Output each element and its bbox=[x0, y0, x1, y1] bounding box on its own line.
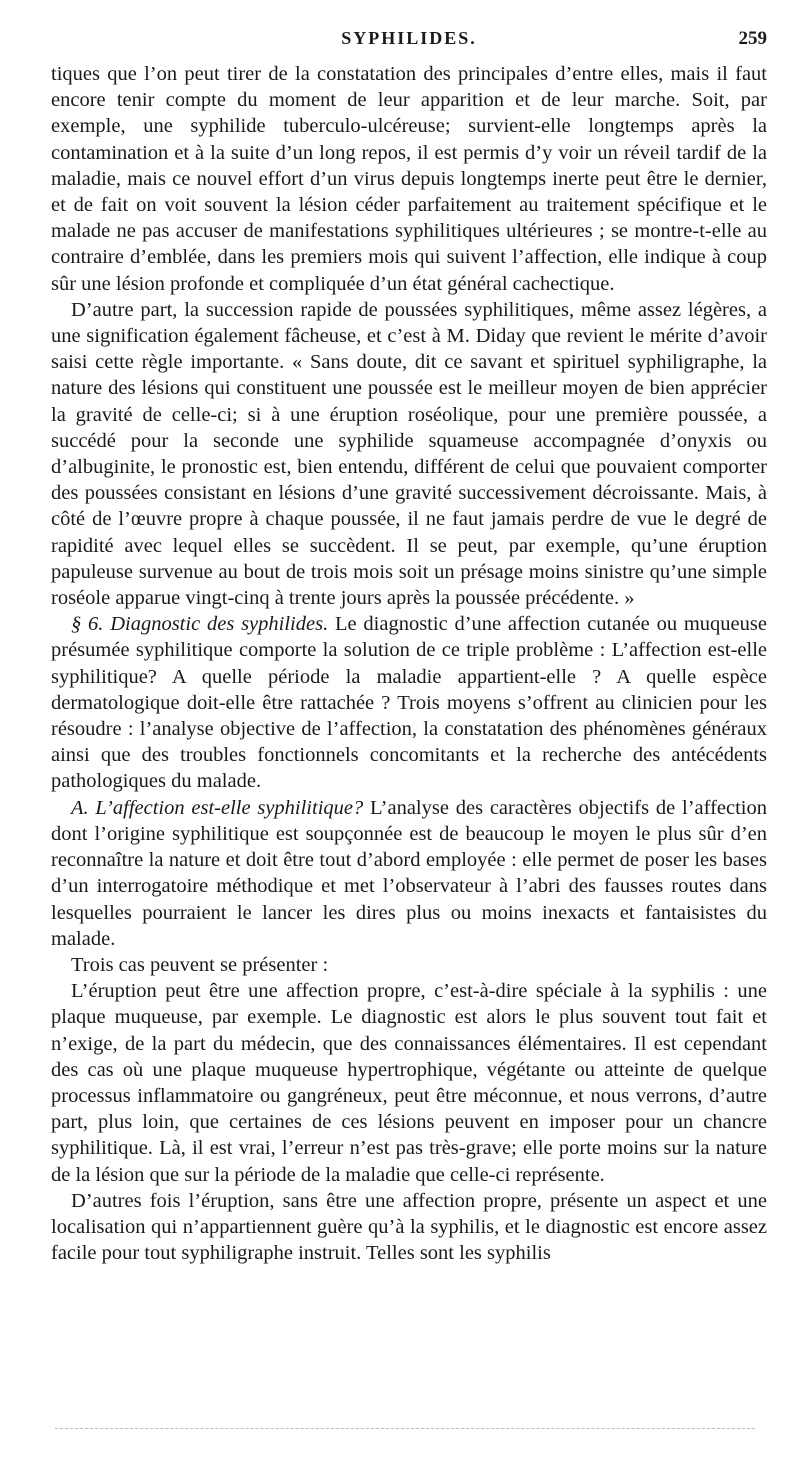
page-number: 259 bbox=[738, 28, 767, 49]
running-title: SYPHILIDES. bbox=[341, 28, 477, 48]
bottom-rule bbox=[55, 1428, 755, 1429]
paragraph-7: D’autres fois l’éruption, sans être une affection propre, présente un aspect et une localisation qui n’appartiennent guère qu’à la syphilis, et le diagnostic est encore assez facile pour tout syphiligraphe instruit. Telles sont les syphilis bbox=[51, 1189, 767, 1265]
paragraph-3-text: Le diagnostic d’une affection cutanée ou muqueuse présumée syphilitique comporte la solution de ce triple problème : L’affection est-elle syphilitique? A quelle période la maladie appartient-elle ? A quelle espèce dermatologique doit-elle être rattachée ? Trois moyens s’offrent au clinicien pour les résoudre : l’analyse objective de l’affection, la constatation des phénomènes généraux ainsi que des troubles fonctionnels concomitants et la recherche des antécédents pathologiques du malade. bbox=[51, 613, 767, 793]
paragraph-2: D’autre part, la succession rapide de poussées syphilitiques, même assez légères, a une signification également fâcheuse, et c’est à M. Diday que revient le mérite d’avoir saisi cette règle importante. « Sans doute, dit ce savant et spirituel syphiligraphe, la nature des lésions qui constituent une poussée est le meilleur moyen de bien apprécier la gravité de celle-ci; si à une éruption roséolique, pour une première poussée, a succédé pour la seconde une syphilide squameuse accompagnée d’onyxis ou d’albuginite, le pronostic est, bien entendu, différent de celui que pouvaient comporter des poussées consistant en lésions d’une gravité successivement décroissante. Mais, à côté de l’œuvre propre à chaque poussée, il ne faut jamais perdre de vue le degré de rapidité avec lequel elles se succèdent. Il se peut, par exemple, qu’une éruption papuleuse survenue au bout de trois mois soit un présage moins sinistre qu’une simple roséole apparue vingt-cinq à trente jours après la poussée précédente. » bbox=[51, 298, 767, 610]
paragraph-3 bbox=[51, 611, 767, 794]
paragraph-4-text: L’analyse des caractères objectifs de l’affection dont l’origine syphilitique est soupçonnée est de beaucoup le moyen le plus sûr d’en reconnaître la nature et doit être tout d’abord employée : elle permet de poser les bases d’un interrogatoire méthodique et met l’observateur à l’abri des fausses routes dans lesquelles pourraient le lancer les dires plus ou moins inexacts et fantaisistes du malade. bbox=[51, 796, 767, 950]
paragraph-5: Trois cas peuvent se présenter : bbox=[71, 953, 329, 976]
paragraph-1: tiques que l’on peut tirer de la constatation des principales d’entre elles, mais il faut encore tenir compte du moment de leur apparition et de leur marche. Soit, par exemple, une syphilide tuberculo-ulcéreuse; survient-elle longtemps après la contamination et à la suite d’un long repos, il est permis d’y voir un réveil tardif de la maladie, mais ce nouvel effort d’un virus depuis longtemps inerte peut être le dernier, et de fait on voit souvent la lésion céder parfaitement au traitement spécifique et le malade ne pas accuser de manifestations syphilitiques ultérieures ; se montre-t-elle au contraire d’emblée, dans les premiers mois qui suivent l’affection, elle indique à coup sûr une lésion profonde et compliquée d’un état général cachectique. bbox=[51, 63, 767, 295]
page-header bbox=[51, 28, 767, 54]
paragraph-4 bbox=[51, 795, 767, 952]
section-heading: § 6. Diagnostic des syphilides. bbox=[71, 613, 329, 636]
subsection-heading: A. L’affection est-elle syphilitique? bbox=[71, 796, 364, 819]
paragraph-6: L’éruption peut être une affection propre, c’est-à-dire spéciale à la syphilis : une plaque muqueuse, par exemple. Le diagnostic est alors le plus souvent tout fait et n’exige, de la part du médecin, que des connaissances élémentaires. Il est cependant des cas où une plaque muqueuse hypertrophique, végétante ou atteinte de quelque processus inflammatoire ou gangréneux, peut être méconnue, et nous verrons, d’autre part, plus loin, que certaines de ces lésions peuvent en imposer pour un chancre syphilitique. Là, il est vrai, l’erreur n’est pas très-grave; elle porte moins sur la nature de la lésion que sur la période de la maladie que celle-ci représente. bbox=[51, 980, 767, 1186]
text-body bbox=[51, 61, 767, 1266]
